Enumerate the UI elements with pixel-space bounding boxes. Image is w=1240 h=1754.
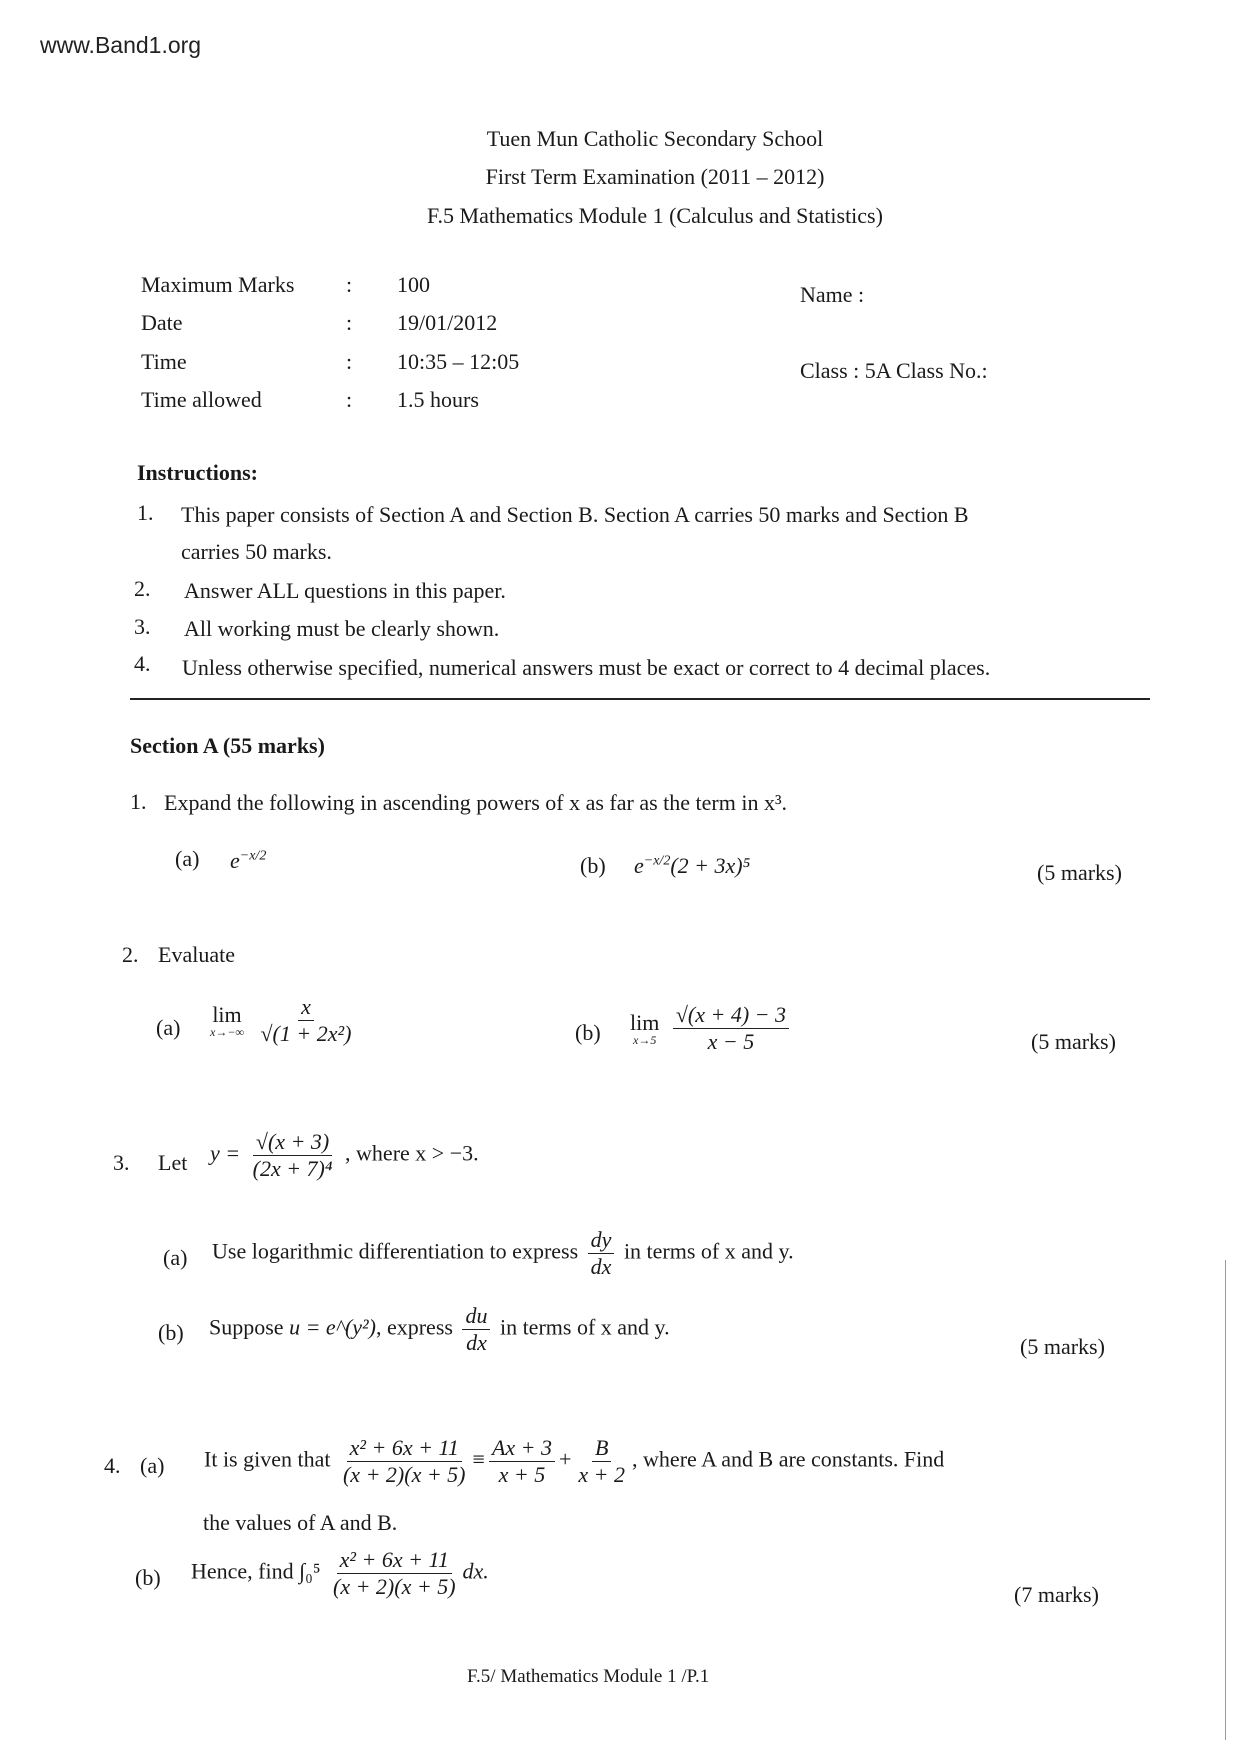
q1a-label: (a)	[175, 846, 200, 871]
instruction-text: All working must be clearly shown.	[184, 616, 500, 641]
site-watermark: www.Band1.org	[40, 32, 202, 58]
info-label: Time	[141, 349, 187, 374]
q3-number: 3.	[113, 1150, 130, 1175]
school-name: Tuen Mun Catholic Secondary School	[486, 126, 824, 151]
q3a-label: (a)	[163, 1245, 188, 1270]
q2b-expr: lim x→5 $\frac{√(x + 4) - 3}{x - 5}$	[630, 1003, 793, 1054]
instruction-number: 4.	[134, 651, 151, 676]
q3a-text: Use logarithmic differentiation to express $\frac{dy}{dx}$ in terms of x and y.	[212, 1227, 794, 1280]
info-label: Time allowed	[141, 387, 262, 412]
subject-title: F.5 Mathematics Module 1 (Calculus and Statistics)	[427, 203, 883, 228]
scan-edge-line	[1225, 1260, 1226, 1740]
q3b-label: (b)	[158, 1320, 184, 1345]
instruction-text: Answer ALL questions in this paper.	[184, 578, 506, 603]
info-value: 1.5 hours	[397, 387, 479, 412]
q2a-label: (a)	[156, 1015, 181, 1040]
q4b-text: Hence, find ∫₀⁵ $\frac{\text{x² + 6x + 11}}{(x + 2)(x + 5)}$ dx.	[191, 1547, 489, 1600]
q3b-text: Suppose u = e^(y²), express $\frac{du}{dx}$ in terms of x and y.	[209, 1303, 670, 1356]
instruction-number: 3.	[134, 614, 151, 639]
q2b-label: (b)	[575, 1020, 601, 1045]
name-field-label: Name :	[800, 282, 865, 307]
instruction-text-cont: carries 50 marks.	[181, 539, 332, 564]
instruction-text: This paper consists of Section A and Section B. Section A carries 50 marks and Section B	[181, 502, 969, 527]
exam-title: First Term Examination (2011 – 2012)	[485, 164, 825, 189]
info-colon: :	[346, 272, 353, 297]
q3-expr: y = $\frac{√(x + 3)}{\text{(2x + 7)⁴}}$ , where x > −3.	[210, 1129, 479, 1182]
info-colon: :	[346, 349, 353, 374]
q4-number: 4.	[104, 1453, 121, 1478]
instruction-text: Unless otherwise specified, numerical answers must be exact or correct to 4 decimal places.	[182, 655, 991, 680]
q2-marks: (5 marks)	[1031, 1029, 1116, 1054]
q4a-text: It is given that $\frac{\text{x² + 6x + 11}}{(x + 2)(x + 5)}$ ≡ $\frac{Ax + 3}{x + 5}$ + $\frac{B}{x + 2}$ , where A and B are constants. Find	[204, 1435, 945, 1488]
q1a-expr: $e^{-x/2}$	[230, 848, 267, 873]
q2-text: Evaluate	[158, 942, 235, 967]
q2a-expr: lim x→−∞ $\frac{x}{\text{√(1 + 2x²)}}$	[210, 994, 352, 1047]
q4a-label: (a)	[140, 1453, 165, 1478]
info-colon: :	[346, 387, 353, 412]
info-label: Date	[141, 310, 183, 335]
info-colon: :	[346, 310, 353, 335]
q1-number: 1.	[130, 789, 147, 814]
section-heading: Section A (55 marks)	[130, 733, 325, 758]
q1-marks: (5 marks)	[1037, 860, 1122, 885]
q1-text: Expand the following in ascending powers of x as far as the term in x³.	[164, 790, 788, 815]
q1b-label: (b)	[580, 853, 606, 878]
class-field-label: Class : 5A Class No.:	[800, 358, 988, 383]
q4a-text-cont: the values of A and B.	[203, 1510, 398, 1535]
info-value: 10:35 – 12:05	[397, 349, 520, 374]
q4b-label: (b)	[135, 1565, 161, 1590]
info-label: Maximum Marks	[141, 272, 295, 297]
info-value: 19/01/2012	[397, 310, 498, 335]
info-value: 100	[397, 272, 430, 297]
q2-number: 2.	[122, 942, 139, 967]
instructions-heading: Instructions:	[137, 460, 259, 485]
instruction-number: 1.	[137, 500, 154, 525]
q3-marks: (5 marks)	[1020, 1334, 1105, 1359]
page-footer: F.5/ Mathematics Module 1 /P.1	[467, 1666, 710, 1687]
q1b-expr: $e^{-x/2}(2 + 3x)^5$	[634, 853, 751, 878]
divider	[130, 698, 1150, 700]
instruction-number: 2.	[134, 576, 151, 601]
q3-let: Let	[158, 1150, 188, 1175]
q4-marks: (7 marks)	[1014, 1582, 1099, 1607]
